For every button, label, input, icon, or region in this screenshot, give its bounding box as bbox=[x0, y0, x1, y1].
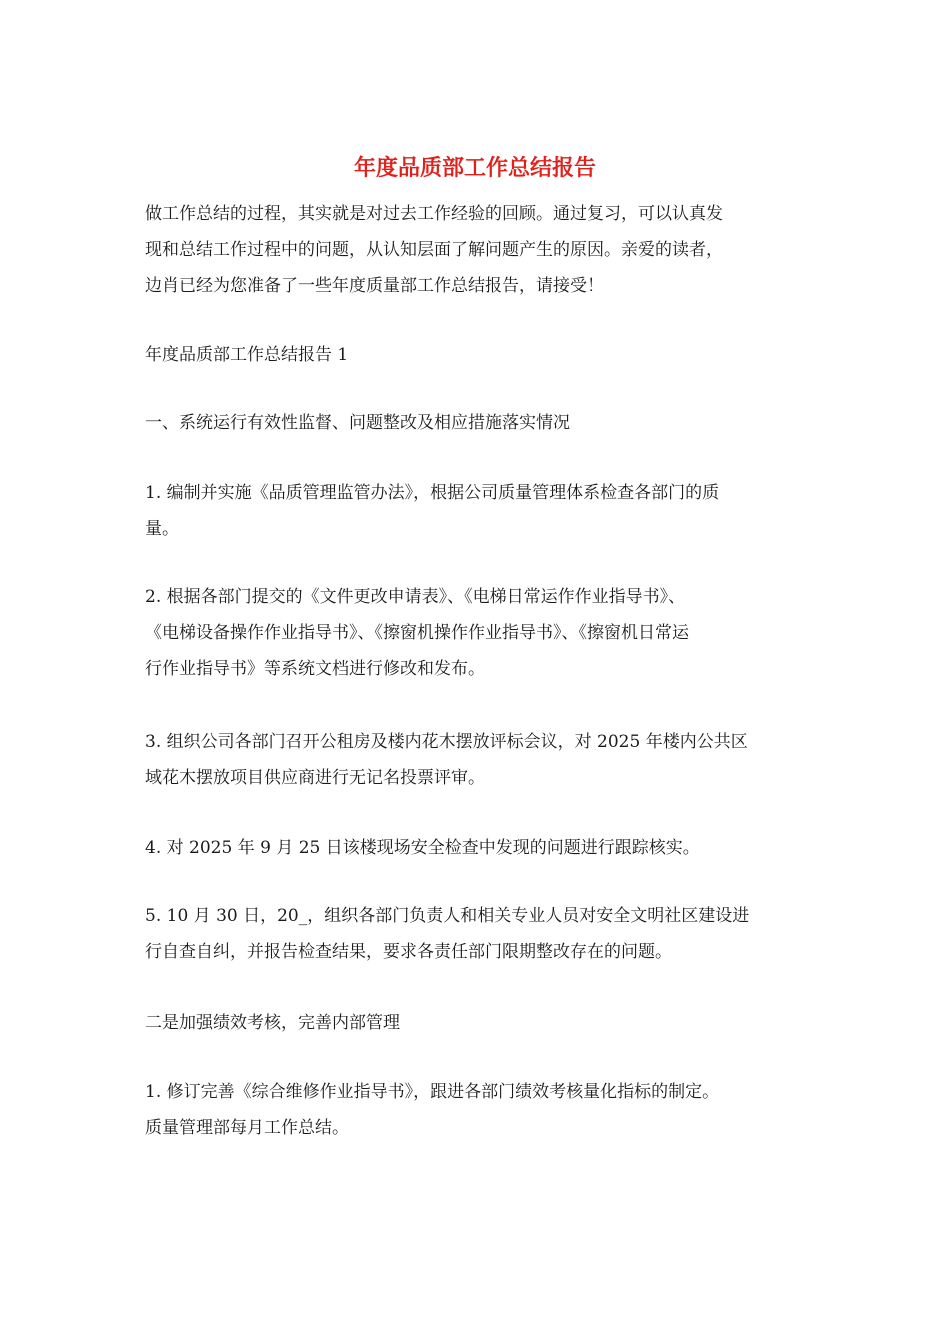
list-item-3-line-2: 域花木摆放项目供应商进行无记名投票评审。 bbox=[145, 768, 485, 788]
list-item-5-line-2: 行自查自纠，并报告检查结果，要求各责任部门限期整改存在的问题。 bbox=[145, 942, 672, 962]
intro-line-3: 边肖已经为您准备了一些年度质量部工作总结报告，请接受！ bbox=[145, 276, 604, 296]
intro-line-2: 现和总结工作过程中的问题，从认知层面了解问题产生的原因。亲爱的读者， bbox=[145, 240, 723, 260]
report-heading bbox=[145, 337, 810, 373]
list-item-6 bbox=[145, 1074, 810, 1146]
list-item-4 bbox=[145, 830, 810, 866]
list-item-1-line-1: 1. 编制并实施《品质管理监管办法》，根据公司质量管理体系检查各部门的质 bbox=[145, 483, 720, 503]
list-item-1-line-2: 量。 bbox=[145, 519, 179, 539]
list-item-4-line-1: 4. 对 2025 年 9 月 25 日该楼现场安全检查中发现的问题进行跟踪核实。 bbox=[145, 838, 700, 858]
section-2-heading-text: 二是加强绩效考核，完善内部管理 bbox=[145, 1013, 400, 1033]
list-item-6-line-2: 质量管理部每月工作总结。 bbox=[145, 1118, 349, 1138]
section-2-heading bbox=[145, 1005, 810, 1041]
report-heading-text: 年度品质部工作总结报告 1 bbox=[145, 345, 349, 365]
list-item-2-line-1: 2. 根据各部门提交的《文件更改申请表》、《电梯日常运作作业指导书》、 bbox=[145, 587, 686, 607]
intro-line-1: 做工作总结的过程，其实就是对过去工作经验的回顾。通过复习，可以认真发 bbox=[145, 204, 723, 224]
list-item-3-line-1: 3. 组织公司各部门召开公租房及楼内花木摆放评标会议，对 2025 年楼内公共区 bbox=[145, 732, 748, 752]
section-1-heading bbox=[145, 405, 810, 441]
list-item-5 bbox=[145, 898, 810, 970]
list-item-3 bbox=[145, 724, 810, 796]
list-item-2 bbox=[145, 579, 810, 687]
intro-paragraph bbox=[145, 196, 810, 304]
list-item-1 bbox=[145, 475, 810, 547]
list-item-5-line-1: 5. 10 月 30 日，20_，组织各部门负责人和相关专业人员对安全文明社区建设进 bbox=[145, 906, 750, 926]
list-item-2-line-3: 行作业指导书》等系统文档进行修改和发布。 bbox=[145, 659, 485, 679]
section-1-heading-text: 一、系统运行有效性监督、问题整改及相应措施落实情况 bbox=[145, 413, 570, 433]
list-item-6-line-1: 1. 修订完善《综合维修作业指导书》，跟进各部门绩效考核量化指标的制定。 bbox=[145, 1082, 720, 1102]
list-item-2-line-2: 《电梯设备操作作业指导书》、《擦窗机操作作业指导书》、《擦窗机日常运 bbox=[145, 623, 689, 643]
document-title: 年度品质部工作总结报告 bbox=[353, 155, 596, 181]
